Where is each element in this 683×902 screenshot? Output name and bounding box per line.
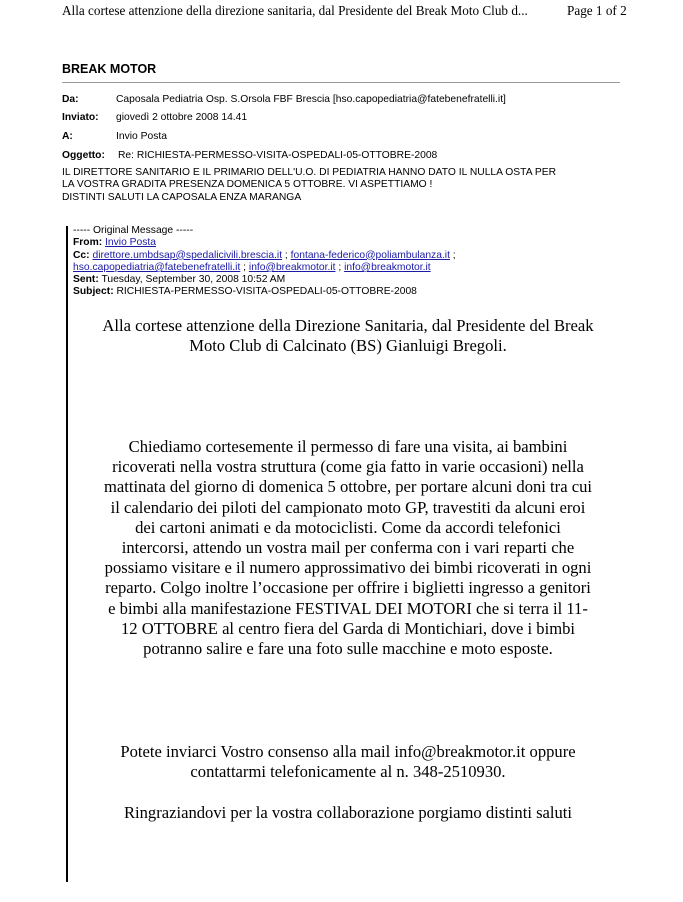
- request-paragraph: [70, 437, 626, 659]
- sent-value: giovedì 2 ottobre 2008 14.41: [116, 112, 248, 123]
- cc-link[interactable]: info@breakmotor.it: [344, 261, 431, 273]
- body-line: ricoverati nella vostra struttura (come gia fatto in varie occasioni) nella: [112, 457, 584, 477]
- original-sent-value: Tuesday, September 30, 2008 10:52 AM: [101, 274, 286, 286]
- subject-label: Oggetto:: [62, 150, 105, 161]
- body-line: reparto. Colgo inoltre l’occasione per offrire i biglietti ingresso a genitori: [105, 578, 591, 598]
- contact-paragraph: [70, 742, 626, 782]
- header-divider: [62, 82, 620, 83]
- body-line: e bimbi alla manifestazione FESTIVAL DEI MOTORI che si terra il 11-: [108, 598, 588, 618]
- page-header: [62, 3, 662, 19]
- subject-value: Re: RICHIESTA-PERMESSO-VISITA-OSPEDALI-05-OTTOBRE-2008: [118, 150, 438, 161]
- cc-link[interactable]: fontana-federico@poliambulanza.it: [290, 249, 450, 261]
- reply-line: IL DIRETTORE SANITARIO E IL PRIMARIO DELL'U.O. DI PEDIATRIA HANNO DATO IL NULLA OSTA PER: [62, 167, 557, 178]
- original-cc-row: [73, 250, 633, 262]
- body-line: 12 OTTOBRE al centro fiera del Garda di Montichiari, dove i bimbi: [120, 618, 576, 638]
- cc-separator: ;: [449, 249, 456, 261]
- body-line: il calendario dei piloti del campionato moto GP, travestiti da alcuni eroi: [110, 497, 586, 517]
- page-header-title: Alla cortese attenzione della direzione sanitaria, dal Presidente del Break Moto Club d...: [62, 3, 528, 18]
- body-line: potranno salire e fare una foto sulle macchine e moto esposte.: [143, 639, 553, 659]
- original-subject-value: RICHIESTA-PERMESSO-VISITA-OSPEDALI-05-OTTOBRE-2008: [116, 286, 417, 298]
- cc-link[interactable]: hso.capopediatria@fatebenefratelli.it: [73, 261, 241, 273]
- body-line: Moto Club di Calcinato (BS) Gianluigi Bregoli.: [189, 336, 507, 356]
- original-cc-row-2: [73, 262, 633, 274]
- reply-text: [62, 167, 632, 204]
- original-sent-row: [73, 274, 633, 286]
- body-line: possiamo visitare e il numero approssimativo dei bimbi ricoverati in ogni: [104, 558, 592, 578]
- cc-separator: ;: [240, 261, 249, 273]
- to-value: Invio Posta: [116, 131, 167, 142]
- cc-link[interactable]: direttore.umbdsap@spedalicivili.brescia.it: [92, 249, 283, 261]
- to-label: A:: [62, 131, 73, 142]
- from-value: Caposala Pediatria Osp. S.Orsola FBF Brescia [hso.capopediatria@fatebenefratelli.it]: [116, 94, 506, 105]
- original-subject-label: Subject:: [73, 286, 114, 298]
- closing-paragraph: [70, 803, 626, 823]
- original-from-label: From:: [73, 237, 103, 249]
- cc-separator: ;: [282, 249, 291, 261]
- original-message-header: [73, 225, 633, 299]
- original-subject-row: [73, 286, 633, 298]
- body-line: Alla cortese attenzione della Direzione Sanitaria, dal Presidente del Break: [102, 316, 594, 335]
- quote-bar: [66, 226, 68, 882]
- reply-line: LA VOSTRA GRADITA PRESENZA DOMENICA 5 OTTOBRE. VI ASPETTIAMO !: [62, 179, 433, 191]
- from-label: Da:: [62, 94, 79, 105]
- body-line: intercorsi, attendo un vostra mail per conferma con i vari reparti che: [121, 538, 575, 558]
- original-divider: ----- Original Message -----: [73, 225, 194, 236]
- page-number: Page 1 of 2: [567, 3, 627, 18]
- original-from-row: [73, 237, 633, 249]
- reply-line: DISTINTI SALUTI LA CAPOSALA ENZA MARANGA: [62, 191, 302, 203]
- original-cc-label: Cc:: [73, 249, 90, 261]
- sent-label: Inviato:: [62, 112, 99, 123]
- salutation-paragraph: [70, 316, 626, 356]
- body-line: contattarmi telefonicamente al n. 348-2510930.: [190, 762, 506, 782]
- original-from-link[interactable]: Invio Posta: [105, 237, 156, 249]
- cc-separator: ;: [335, 261, 345, 273]
- body-line: Chiediamo cortesemente il permesso di fare una visita, ai bambini: [128, 437, 568, 456]
- body-line: Ringraziandovi per la vostra collaborazione porgiamo distinti saluti: [123, 803, 573, 822]
- body-line: dei cartoni animati e da motociclisti. Come da accordi telefonici: [135, 517, 561, 537]
- cc-link[interactable]: info@breakmotor.it: [248, 261, 336, 273]
- original-sent-label: Sent:: [73, 274, 99, 286]
- body-line: Potete inviarci Vostro consenso alla mail info@breakmotor.it oppure: [120, 742, 576, 761]
- sender-heading: BREAK MOTOR: [62, 62, 157, 76]
- body-line: mattinata del giorno di domenica 5 ottobre, per portare alcuni doni tra cui: [104, 477, 592, 497]
